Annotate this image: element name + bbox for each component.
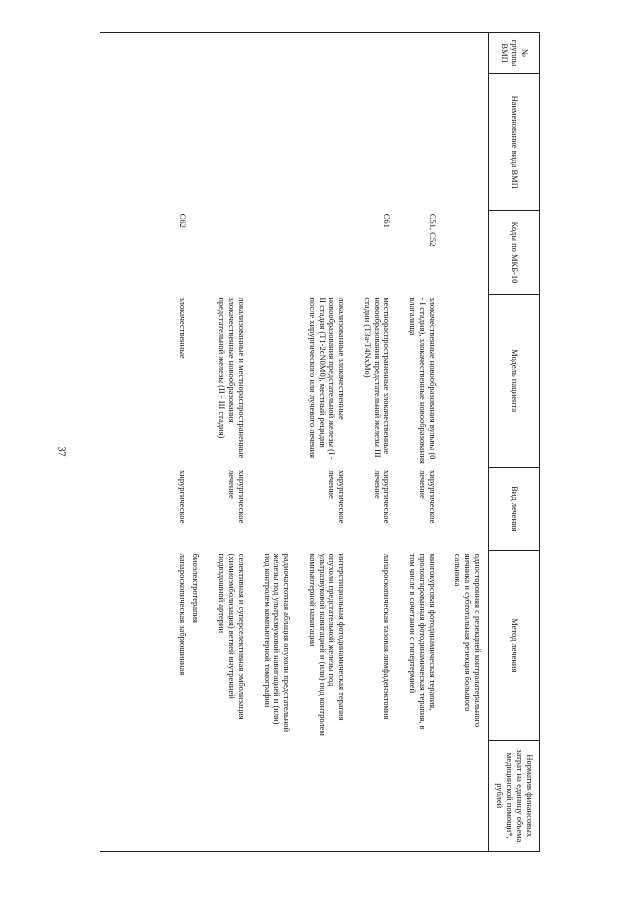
header-cost-standard: Норматив финансовых затрат на единицу объема медицинской помощи*, рублей [489, 740, 540, 851]
header-vmp-name: Наименование вида ВМП [489, 74, 540, 211]
table-row [360, 33, 393, 852]
table-row [248, 33, 260, 852]
table-row [189, 33, 203, 852]
header-treatment-type: Вид лечения [489, 467, 540, 551]
header-patient-model: Модель пациента [489, 294, 540, 467]
table-row [439, 33, 451, 852]
treatment-type-cell: хирургическое лечение [226, 470, 247, 524]
treatment-method-cell: лапароскопическая забрюшинная [177, 553, 188, 676]
treatment-type-cell: хирургическое лечение [417, 470, 438, 524]
icd-code-cell: C51, C52 [427, 213, 438, 247]
icd-code-cell: C62 [177, 213, 188, 228]
table-row [393, 33, 405, 852]
treatment-method-cell: многокурсовая фотодинамическая терапия, пролонгированная фотодинамическая терапия, в том числе в сочетании с гипертермией [408, 553, 438, 730]
icd-code-cell [305, 211, 348, 295]
patient-model-cell [451, 294, 489, 467]
header-group-number: № группы ВМП [489, 33, 540, 74]
treatment-type-cell: хирургическое лечение [327, 470, 348, 524]
table-header-row [489, 33, 540, 852]
icd-code-cell [451, 211, 489, 295]
treatment-method-cell: односторонняя с резекцией контралатерального яичника и субтотальная резекция большого сальника [453, 553, 483, 728]
patient-model-cell: местнораспространенные злокачественные новообразования предстательной железы III стадии (T3a-T4NxMo) [362, 297, 393, 458]
treatment-type-cell: хирургическое лечение [372, 470, 393, 524]
table-row [451, 33, 489, 852]
patient-model-cell: локализованные и местнораспространенные злокачественные новообразования предстательной железы (II - III стадия) [217, 297, 247, 459]
treatment-type-cell [260, 467, 293, 551]
icd-code-cell [214, 211, 247, 295]
treatment-type-cell [189, 467, 203, 551]
treatment-type-cell [451, 467, 489, 551]
patient-model-cell: злокачественные [177, 297, 188, 359]
table-row [305, 33, 348, 852]
patient-model-cell: злокачественные новообразования вульвы (0 - I стадия), злокачественные новообразования влагалища [408, 297, 438, 464]
table-row [202, 33, 214, 852]
vmp-table [175, 32, 540, 852]
header-icd-codes: Коды по МКБ-10 [489, 211, 540, 295]
page-number: 37 [55, 446, 67, 457]
icd-code-cell [189, 211, 203, 295]
table-row [405, 33, 438, 852]
patient-model-cell [189, 294, 203, 467]
treatment-method-cell: селективная и суперселективная эмболизация (химиоэмболизация) ветвей внутренней подвздошной артерии [217, 553, 247, 720]
patient-model-cell [260, 294, 293, 467]
treatment-table-sheet [100, 32, 540, 852]
treatment-method-cell: лапароскопическая тазовая лимфаденэктомия [382, 553, 393, 720]
treatment-method-cell: интерстициальная фотодинамическая терапия опухоли предстательной железы под ультразвуковой навигацией и (или) под контролем компьютерной навигации [307, 553, 348, 736]
icd-code-cell: C61 [382, 213, 393, 228]
patient-model-cell: локализованные злокачественные новообразования предстательной железы (I - II стадия (T1-2cN0M0), местный рецидив после хирургического или лучевого лечения [307, 297, 348, 460]
table-row [260, 33, 293, 852]
header-treatment-method: Метод лечения [489, 551, 540, 740]
treatment-method-cell: биоэлектротерапия [191, 553, 202, 623]
table-row [348, 33, 360, 852]
icd-code-cell [260, 211, 293, 295]
treatment-method-cell: радиочастотная аблация опухоли предстательной железы под ультразвуковой навигацией и (или) под контролем компьютерной томографии [262, 553, 293, 733]
table-row [293, 33, 305, 852]
table-row [214, 33, 247, 852]
treatment-type-cell: хирургическое [177, 470, 188, 524]
table-row [175, 33, 189, 852]
